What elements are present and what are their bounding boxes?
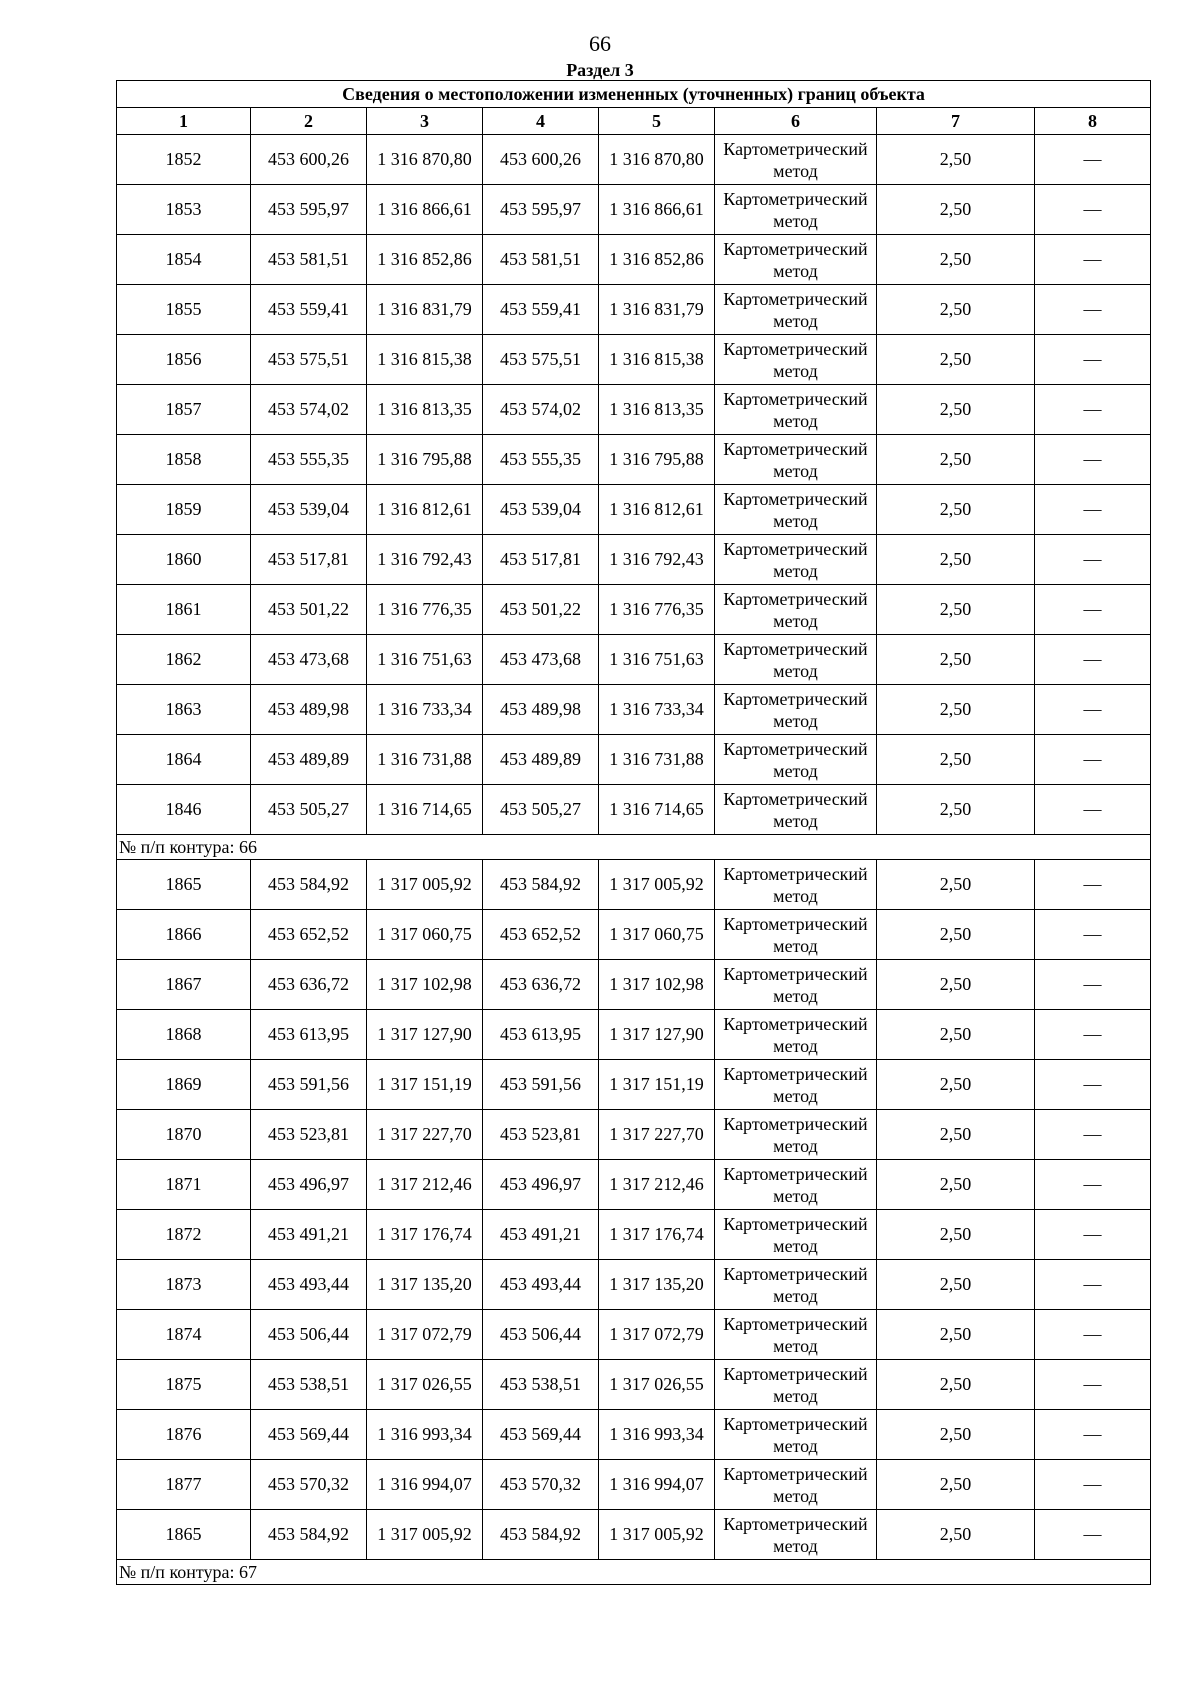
cell-col-2: 453 570,32 <box>251 1460 367 1510</box>
cell-col-5: 1 316 795,88 <box>599 435 715 485</box>
cell-col-5: 1 317 227,70 <box>599 1110 715 1160</box>
cell-col-5: 1 316 733,34 <box>599 685 715 735</box>
cell-col-8: — <box>1035 1110 1151 1160</box>
cell-col-5: 1 316 831,79 <box>599 285 715 335</box>
cell-col-6: Картометрический метод <box>715 1360 877 1410</box>
cell-col-1: 1874 <box>117 1310 251 1360</box>
column-header-4: 4 <box>483 108 599 135</box>
table-row <box>117 1360 1151 1410</box>
cell-col-3: 1 316 776,35 <box>367 585 483 635</box>
cell-col-1: 1861 <box>117 585 251 635</box>
cell-col-7: 2,50 <box>877 785 1035 835</box>
cell-col-3: 1 316 733,34 <box>367 685 483 735</box>
cell-col-8: — <box>1035 535 1151 585</box>
table-row <box>117 535 1151 585</box>
cell-col-8: — <box>1035 385 1151 435</box>
cell-col-8: — <box>1035 185 1151 235</box>
cell-col-8: — <box>1035 335 1151 385</box>
cell-col-6: Картометрический метод <box>715 635 877 685</box>
column-header-6: 6 <box>715 108 877 135</box>
cell-col-6: Картометрический метод <box>715 435 877 485</box>
cell-col-2: 453 569,44 <box>251 1410 367 1460</box>
cell-col-6: Картометрический метод <box>715 535 877 585</box>
cell-col-1: 1865 <box>117 1510 251 1560</box>
cell-col-4: 453 539,04 <box>483 485 599 535</box>
cell-col-4: 453 559,41 <box>483 285 599 335</box>
cell-col-3: 1 316 792,43 <box>367 535 483 585</box>
cell-col-7: 2,50 <box>877 135 1035 185</box>
cell-col-3: 1 317 060,75 <box>367 910 483 960</box>
cell-col-1: 1866 <box>117 910 251 960</box>
cell-col-1: 1852 <box>117 135 251 185</box>
cell-col-5: 1 316 751,63 <box>599 635 715 685</box>
cell-col-8: — <box>1035 860 1151 910</box>
cell-col-1: 1853 <box>117 185 251 235</box>
cell-col-1: 1877 <box>117 1460 251 1510</box>
cell-col-2: 453 575,51 <box>251 335 367 385</box>
cell-col-3: 1 317 102,98 <box>367 960 483 1010</box>
table-row <box>117 1210 1151 1260</box>
cell-col-6: Картометрический метод <box>715 1160 877 1210</box>
cell-col-8: — <box>1035 910 1151 960</box>
cell-col-3: 1 316 815,38 <box>367 335 483 385</box>
table-row <box>117 485 1151 535</box>
cell-col-1: 1868 <box>117 1010 251 1060</box>
cell-col-6: Картометрический метод <box>715 910 877 960</box>
table-row <box>117 960 1151 1010</box>
cell-col-8: — <box>1035 785 1151 835</box>
cell-col-8: — <box>1035 685 1151 735</box>
table-row <box>117 1060 1151 1110</box>
cell-col-7: 2,50 <box>877 285 1035 335</box>
column-header-8: 8 <box>1035 108 1151 135</box>
cell-col-6: Картометрический метод <box>715 960 877 1010</box>
table-row <box>117 1460 1151 1510</box>
cell-col-6: Картометрический метод <box>715 335 877 385</box>
table-row <box>117 1410 1151 1460</box>
cell-col-4: 453 652,52 <box>483 910 599 960</box>
cell-col-8: — <box>1035 135 1151 185</box>
cell-col-4: 453 517,81 <box>483 535 599 585</box>
cell-col-2: 453 505,27 <box>251 785 367 835</box>
cell-col-4: 453 506,44 <box>483 1310 599 1360</box>
cell-col-4: 453 575,51 <box>483 335 599 385</box>
cell-col-2: 453 473,68 <box>251 635 367 685</box>
cell-col-7: 2,50 <box>877 235 1035 285</box>
cell-col-8: — <box>1035 1460 1151 1510</box>
cell-col-3: 1 316 993,34 <box>367 1410 483 1460</box>
cell-col-5: 1 316 994,07 <box>599 1460 715 1510</box>
cell-col-8: — <box>1035 1060 1151 1110</box>
cell-col-3: 1 317 151,19 <box>367 1060 483 1110</box>
cell-col-4: 453 613,95 <box>483 1010 599 1060</box>
cell-col-5: 1 316 993,34 <box>599 1410 715 1460</box>
cell-col-2: 453 636,72 <box>251 960 367 1010</box>
cell-col-8: — <box>1035 635 1151 685</box>
cell-col-5: 1 316 815,38 <box>599 335 715 385</box>
cell-col-6: Картометрический метод <box>715 1110 877 1160</box>
cell-col-6: Картометрический метод <box>715 860 877 910</box>
table-caption: Сведения о местоположении измененных (уточненных) границ объекта <box>117 81 1151 108</box>
table-row <box>117 785 1151 835</box>
cell-col-5: 1 316 792,43 <box>599 535 715 585</box>
table-row <box>117 910 1151 960</box>
column-header-3: 3 <box>367 108 483 135</box>
cell-col-7: 2,50 <box>877 1110 1035 1160</box>
cell-col-3: 1 316 751,63 <box>367 635 483 685</box>
cell-col-7: 2,50 <box>877 635 1035 685</box>
cell-col-2: 453 489,98 <box>251 685 367 735</box>
cell-col-4: 453 489,89 <box>483 735 599 785</box>
cell-col-3: 1 317 176,74 <box>367 1210 483 1260</box>
cell-col-3: 1 317 005,92 <box>367 1510 483 1560</box>
cell-col-1: 1860 <box>117 535 251 585</box>
cell-col-8: — <box>1035 1010 1151 1060</box>
cell-col-1: 1873 <box>117 1260 251 1310</box>
cell-col-6: Картометрический метод <box>715 1260 877 1310</box>
cell-col-6: Картометрический метод <box>715 1460 877 1510</box>
cell-col-5: 1 316 866,61 <box>599 185 715 235</box>
cell-col-8: — <box>1035 1210 1151 1260</box>
cell-col-5: 1 317 005,92 <box>599 1510 715 1560</box>
cell-col-6: Картометрический метод <box>715 1060 877 1110</box>
cell-col-1: 1863 <box>117 685 251 735</box>
cell-col-5: 1 317 026,55 <box>599 1360 715 1410</box>
cell-col-7: 2,50 <box>877 1510 1035 1560</box>
table-row <box>117 585 1151 635</box>
cell-col-4: 453 473,68 <box>483 635 599 685</box>
cell-col-7: 2,50 <box>877 385 1035 435</box>
cell-col-8: — <box>1035 1260 1151 1310</box>
cell-col-5: 1 317 212,46 <box>599 1160 715 1210</box>
cell-col-2: 453 652,52 <box>251 910 367 960</box>
cell-col-4: 453 501,22 <box>483 585 599 635</box>
cell-col-6: Картометрический метод <box>715 285 877 335</box>
cell-col-2: 453 584,92 <box>251 860 367 910</box>
cell-col-1: 1864 <box>117 735 251 785</box>
cell-col-3: 1 316 870,80 <box>367 135 483 185</box>
cell-col-6: Картометрический метод <box>715 385 877 435</box>
cell-col-7: 2,50 <box>877 1160 1035 1210</box>
cell-col-2: 453 489,89 <box>251 735 367 785</box>
cell-col-2: 453 559,41 <box>251 285 367 335</box>
cell-col-6: Картометрический метод <box>715 735 877 785</box>
table-row <box>117 1110 1151 1160</box>
table-row <box>117 1010 1151 1060</box>
cell-col-8: — <box>1035 1410 1151 1460</box>
cell-col-2: 453 493,44 <box>251 1260 367 1310</box>
cell-col-1: 1872 <box>117 1210 251 1260</box>
cell-col-7: 2,50 <box>877 1060 1035 1110</box>
cell-col-6: Картометрический метод <box>715 135 877 185</box>
cell-col-3: 1 316 831,79 <box>367 285 483 335</box>
cell-col-2: 453 517,81 <box>251 535 367 585</box>
cell-col-6: Картометрический метод <box>715 1310 877 1360</box>
cell-col-3: 1 316 812,61 <box>367 485 483 535</box>
cell-col-2: 453 523,81 <box>251 1110 367 1160</box>
cell-col-7: 2,50 <box>877 1210 1035 1260</box>
column-header-2: 2 <box>251 108 367 135</box>
table-row <box>117 435 1151 485</box>
cell-col-8: — <box>1035 285 1151 335</box>
cell-col-4: 453 489,98 <box>483 685 599 735</box>
cell-col-2: 453 491,21 <box>251 1210 367 1260</box>
page-number: 66 <box>589 31 611 56</box>
cell-col-5: 1 316 852,86 <box>599 235 715 285</box>
section-title: Раздел 3 <box>566 60 634 80</box>
cell-col-6: Картометрический метод <box>715 485 877 535</box>
table-row <box>117 235 1151 285</box>
cell-col-2: 453 539,04 <box>251 485 367 535</box>
cell-col-6: Картометрический метод <box>715 1510 877 1560</box>
column-header-5: 5 <box>599 108 715 135</box>
coordinates-table-container <box>116 80 1150 1585</box>
contour-label: № п/п контура: 66 <box>117 835 1151 860</box>
cell-col-2: 453 591,56 <box>251 1060 367 1110</box>
cell-col-2: 453 600,26 <box>251 135 367 185</box>
cell-col-1: 1857 <box>117 385 251 435</box>
cell-col-4: 453 581,51 <box>483 235 599 285</box>
cell-col-4: 453 505,27 <box>483 785 599 835</box>
cell-col-2: 453 496,97 <box>251 1160 367 1210</box>
cell-col-1: 1875 <box>117 1360 251 1410</box>
table-row <box>117 635 1151 685</box>
table-row <box>117 285 1151 335</box>
cell-col-7: 2,50 <box>877 685 1035 735</box>
cell-col-2: 453 501,22 <box>251 585 367 635</box>
cell-col-1: 1858 <box>117 435 251 485</box>
cell-col-3: 1 316 852,86 <box>367 235 483 285</box>
cell-col-4: 453 600,26 <box>483 135 599 185</box>
cell-col-6: Картометрический метод <box>715 185 877 235</box>
cell-col-2: 453 574,02 <box>251 385 367 435</box>
table-row <box>117 860 1151 910</box>
table-row <box>117 1310 1151 1360</box>
cell-col-8: — <box>1035 1360 1151 1410</box>
cell-col-3: 1 316 714,65 <box>367 785 483 835</box>
table-row <box>117 1160 1151 1210</box>
cell-col-3: 1 317 212,46 <box>367 1160 483 1210</box>
cell-col-7: 2,50 <box>877 485 1035 535</box>
cell-col-7: 2,50 <box>877 585 1035 635</box>
column-header-7: 7 <box>877 108 1035 135</box>
table-row <box>117 135 1151 185</box>
cell-col-7: 2,50 <box>877 735 1035 785</box>
cell-col-2: 453 555,35 <box>251 435 367 485</box>
cell-col-7: 2,50 <box>877 960 1035 1010</box>
cell-col-7: 2,50 <box>877 1010 1035 1060</box>
cell-col-4: 453 570,32 <box>483 1460 599 1510</box>
cell-col-7: 2,50 <box>877 1310 1035 1360</box>
cell-col-4: 453 569,44 <box>483 1410 599 1460</box>
cell-col-1: 1862 <box>117 635 251 685</box>
cell-col-4: 453 538,51 <box>483 1360 599 1410</box>
cell-col-4: 453 574,02 <box>483 385 599 435</box>
cell-col-5: 1 316 731,88 <box>599 735 715 785</box>
cell-col-3: 1 317 005,92 <box>367 860 483 910</box>
cell-col-3: 1 316 866,61 <box>367 185 483 235</box>
cell-col-5: 1 317 060,75 <box>599 910 715 960</box>
cell-col-8: — <box>1035 585 1151 635</box>
cell-col-7: 2,50 <box>877 185 1035 235</box>
contour-row <box>117 835 1151 860</box>
cell-col-7: 2,50 <box>877 535 1035 585</box>
table-row <box>117 335 1151 385</box>
cell-col-5: 1 317 102,98 <box>599 960 715 1010</box>
cell-col-3: 1 317 127,90 <box>367 1010 483 1060</box>
cell-col-4: 453 636,72 <box>483 960 599 1010</box>
cell-col-4: 453 555,35 <box>483 435 599 485</box>
cell-col-6: Картометрический метод <box>715 585 877 635</box>
cell-col-6: Картометрический метод <box>715 785 877 835</box>
cell-col-8: — <box>1035 735 1151 785</box>
cell-col-1: 1867 <box>117 960 251 1010</box>
cell-col-8: — <box>1035 1510 1151 1560</box>
cell-col-4: 453 493,44 <box>483 1260 599 1310</box>
cell-col-5: 1 316 776,35 <box>599 585 715 635</box>
cell-col-6: Картометрический метод <box>715 1410 877 1460</box>
table-body <box>117 135 1151 1585</box>
cell-col-3: 1 316 731,88 <box>367 735 483 785</box>
cell-col-7: 2,50 <box>877 1360 1035 1410</box>
cell-col-1: 1846 <box>117 785 251 835</box>
cell-col-1: 1871 <box>117 1160 251 1210</box>
cell-col-2: 453 581,51 <box>251 235 367 285</box>
cell-col-3: 1 316 795,88 <box>367 435 483 485</box>
cell-col-7: 2,50 <box>877 1260 1035 1310</box>
cell-col-2: 453 506,44 <box>251 1310 367 1360</box>
cell-col-8: — <box>1035 235 1151 285</box>
cell-col-5: 1 317 151,19 <box>599 1060 715 1110</box>
cell-col-1: 1876 <box>117 1410 251 1460</box>
cell-col-5: 1 317 005,92 <box>599 860 715 910</box>
cell-col-5: 1 317 127,90 <box>599 1010 715 1060</box>
cell-col-4: 453 496,97 <box>483 1160 599 1210</box>
contour-row <box>117 1560 1151 1585</box>
contour-label: № п/п контура: 67 <box>117 1560 1151 1585</box>
column-header-1: 1 <box>117 108 251 135</box>
column-header-row <box>117 108 1151 135</box>
cell-col-1: 1869 <box>117 1060 251 1110</box>
cell-col-5: 1 316 812,61 <box>599 485 715 535</box>
cell-col-2: 453 613,95 <box>251 1010 367 1060</box>
cell-col-4: 453 591,56 <box>483 1060 599 1110</box>
cell-col-3: 1 317 072,79 <box>367 1310 483 1360</box>
cell-col-4: 453 595,97 <box>483 185 599 235</box>
cell-col-4: 453 584,92 <box>483 860 599 910</box>
cell-col-8: — <box>1035 1310 1151 1360</box>
cell-col-2: 453 538,51 <box>251 1360 367 1410</box>
cell-col-8: — <box>1035 435 1151 485</box>
cell-col-7: 2,50 <box>877 1410 1035 1460</box>
table-row <box>117 385 1151 435</box>
cell-col-7: 2,50 <box>877 335 1035 385</box>
cell-col-3: 1 317 227,70 <box>367 1110 483 1160</box>
table-row <box>117 1260 1151 1310</box>
cell-col-7: 2,50 <box>877 910 1035 960</box>
cell-col-1: 1854 <box>117 235 251 285</box>
cell-col-1: 1865 <box>117 860 251 910</box>
coordinates-table <box>116 80 1151 1585</box>
cell-col-4: 453 491,21 <box>483 1210 599 1260</box>
cell-col-4: 453 523,81 <box>483 1110 599 1160</box>
table-row <box>117 185 1151 235</box>
cell-col-3: 1 316 994,07 <box>367 1460 483 1510</box>
cell-col-6: Картометрический метод <box>715 1010 877 1060</box>
table-caption-row <box>117 81 1151 108</box>
cell-col-1: 1859 <box>117 485 251 535</box>
cell-col-5: 1 316 714,65 <box>599 785 715 835</box>
cell-col-6: Картометрический метод <box>715 235 877 285</box>
cell-col-6: Картометрический метод <box>715 685 877 735</box>
table-row <box>117 685 1151 735</box>
cell-col-8: — <box>1035 960 1151 1010</box>
cell-col-3: 1 317 135,20 <box>367 1260 483 1310</box>
cell-col-5: 1 316 870,80 <box>599 135 715 185</box>
cell-col-5: 1 316 813,35 <box>599 385 715 435</box>
cell-col-7: 2,50 <box>877 1460 1035 1510</box>
cell-col-4: 453 584,92 <box>483 1510 599 1560</box>
cell-col-6: Картометрический метод <box>715 1210 877 1260</box>
cell-col-8: — <box>1035 485 1151 535</box>
cell-col-2: 453 584,92 <box>251 1510 367 1560</box>
cell-col-5: 1 317 135,20 <box>599 1260 715 1310</box>
cell-col-5: 1 317 176,74 <box>599 1210 715 1260</box>
cell-col-5: 1 317 072,79 <box>599 1310 715 1360</box>
table-row <box>117 735 1151 785</box>
cell-col-1: 1870 <box>117 1110 251 1160</box>
cell-col-1: 1855 <box>117 285 251 335</box>
cell-col-3: 1 316 813,35 <box>367 385 483 435</box>
cell-col-3: 1 317 026,55 <box>367 1360 483 1410</box>
cell-col-1: 1856 <box>117 335 251 385</box>
cell-col-2: 453 595,97 <box>251 185 367 235</box>
cell-col-7: 2,50 <box>877 860 1035 910</box>
table-row <box>117 1510 1151 1560</box>
cell-col-8: — <box>1035 1160 1151 1210</box>
cell-col-7: 2,50 <box>877 435 1035 485</box>
